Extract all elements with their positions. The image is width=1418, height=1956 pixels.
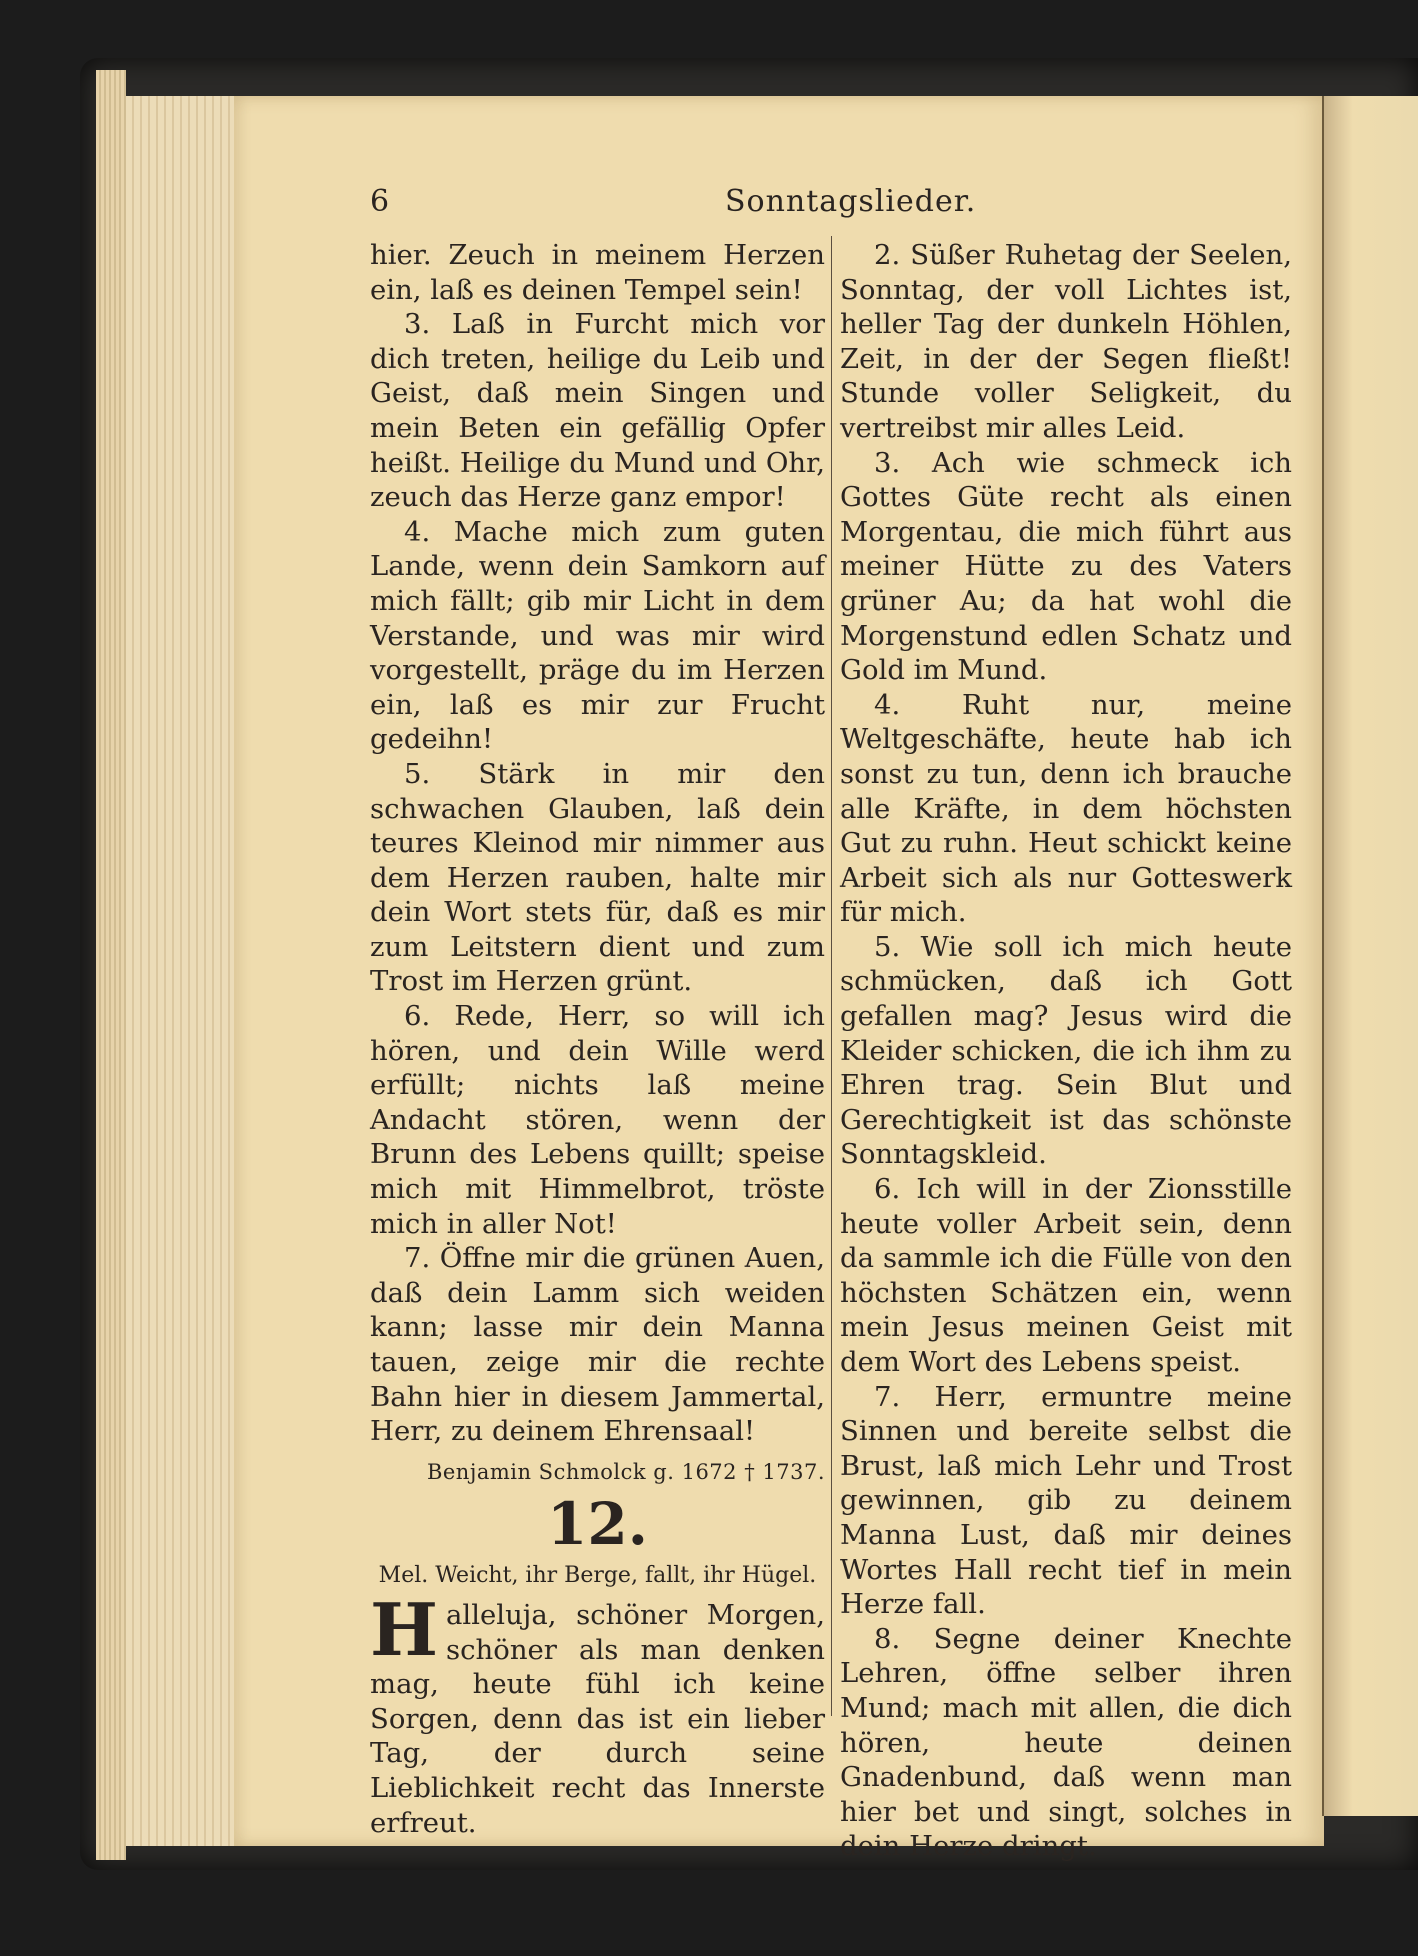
right-column: [840, 238, 1292, 1864]
hymn-number: 12.: [547, 1490, 648, 1559]
column-divider: [831, 236, 832, 1716]
page-stack: [126, 96, 236, 1846]
hymn-12-verse-1-text: alleluja, schöner Morgen, schöner als man denken mag, heute fühl ich keine Sorgen, denn das ist ein lieber Tag, der durch seine Lieblichkeit recht das Innerste erfreut.: [370, 1598, 825, 1839]
hymn-12-verse-6: 6. Ich will in der Zionsstille heute voller Arbeit sein, denn da sammle ich die Fülle von den höchsten Schätzen ein, wenn mein Jesus meinen Geist mit dem Wort des Lebens speist.: [840, 1173, 1292, 1378]
hymn-12-verse-8: 8. Segne deiner Knechte Lehren, öffne selber ihren Mund; mach mit allen, die dich hören, heute deinen Gnadenbund, daß wenn man hier bet und singt, solches in dein Herze dringt.: [840, 1622, 1292, 1863]
drop-cap: H: [370, 1586, 439, 1672]
hymn-12-verse-4: 4. Ruht nur, meine Weltgeschäfte, heute hab ich sonst zu tun, denn ich brauche alle Kräfte, in dem höchsten Gut zu ruhn. Heut schickt keine Arbeit sich als nur Gotteswerk für mich.: [840, 688, 1292, 929]
melody-line: Mel. Weicht, ihr Berge, fallt, ihr Hügel.: [378, 1563, 817, 1589]
verse-6: 6. Rede, Herr, so will ich hören, und dein Wille werd erfüllt; nichts laß meine Andacht stören, wenn der Brunn des Lebens quillt; speise mich mit Himmelbrot, tröste mich in aller Not!: [370, 1000, 825, 1240]
page-number: 6: [370, 184, 391, 219]
running-head: [370, 176, 1292, 226]
verse-7: 7. Öffne mir die grünen Auen, daß dein Lamm sich weiden kann; lasse mir dein Manna tauen, zeige mir die rechte Bahn hier in diesem Jammertal, Herr, zu deinem Ehrensaal!: [370, 1242, 825, 1448]
left-column: [370, 238, 825, 1840]
verse-3: 3. Laß in Furcht mich vor dich treten, heilige du Leib und Geist, daß mein Singen und mein Beten ein gefällig Opfer heißt. Heilige du Mund und Ohr, zeuch das Herze ganz empor!: [370, 308, 825, 514]
hymn-attribution: Benjamin Schmolck g. 1672 † 1737.: [426, 1459, 825, 1484]
page-title: Sonntagslieder.: [725, 184, 977, 219]
verse-5: 5. Stärk in mir den schwachen Glauben, laß dein teures Kleinod mir nimmer aus dem Herzen rauben, halte mir dein Wort stets für, daß es mir zum Leitstern dient und zum Trost im Herzen grünt.: [370, 757, 825, 998]
hymn-12-verse-7: 7. Herr, ermuntre meine Sinnen und bereite selbst die Brust, laß mich Lehr und Trost gewinnen, gib zu deinem Manna Lust, daß mir deines Wortes Hall recht tief in mein Herze fall.: [840, 1380, 1292, 1621]
verse-4: 4. Mache mich zum guten Lande, wenn dein Samkorn auf mich fällt; gib mir Licht in dem Verstande, und was mir wird vorgestellt, präge du im Herzen ein, laß es mir zur Frucht gedeihn!: [370, 515, 825, 756]
page-edges-left: [96, 70, 126, 1860]
facing-page-edge: [1322, 96, 1418, 1816]
page-text-area: [370, 176, 1292, 1863]
hymn-12-verse-5: 5. Wie soll ich mich heute schmücken, daß ich Gott gefallen mag? Jesus wird die Kleider schicken, die ich ihm zu Ehren trag. Sein Blut und Gerechtigkeit ist das schönste Sonntagskleid.: [840, 930, 1292, 1171]
continuation-text: hier. Zeuch in meinem Herzen ein, laß es deinen Tempel sein!: [370, 239, 825, 306]
hymn-12-verse-1: [370, 1586, 825, 1840]
hymn-12-verse-2: 2. Süßer Ruhetag der Seelen, Sonntag, der voll Lichtes ist, heller Tag der dunkeln Höhlen, Zeit, in der der Segen fließt! Stunde voller Seligkeit, du vertreibst mir alles Leid.: [840, 239, 1292, 444]
hymn-12-verse-3: 3. Ach wie schmeck ich Gottes Güte recht als einen Morgentau, die mich führt aus meiner Hütte zu des Vaters grüner Au; da hat wohl die Morgenstund edlen Schatz und Gold im Mund.: [840, 446, 1292, 687]
